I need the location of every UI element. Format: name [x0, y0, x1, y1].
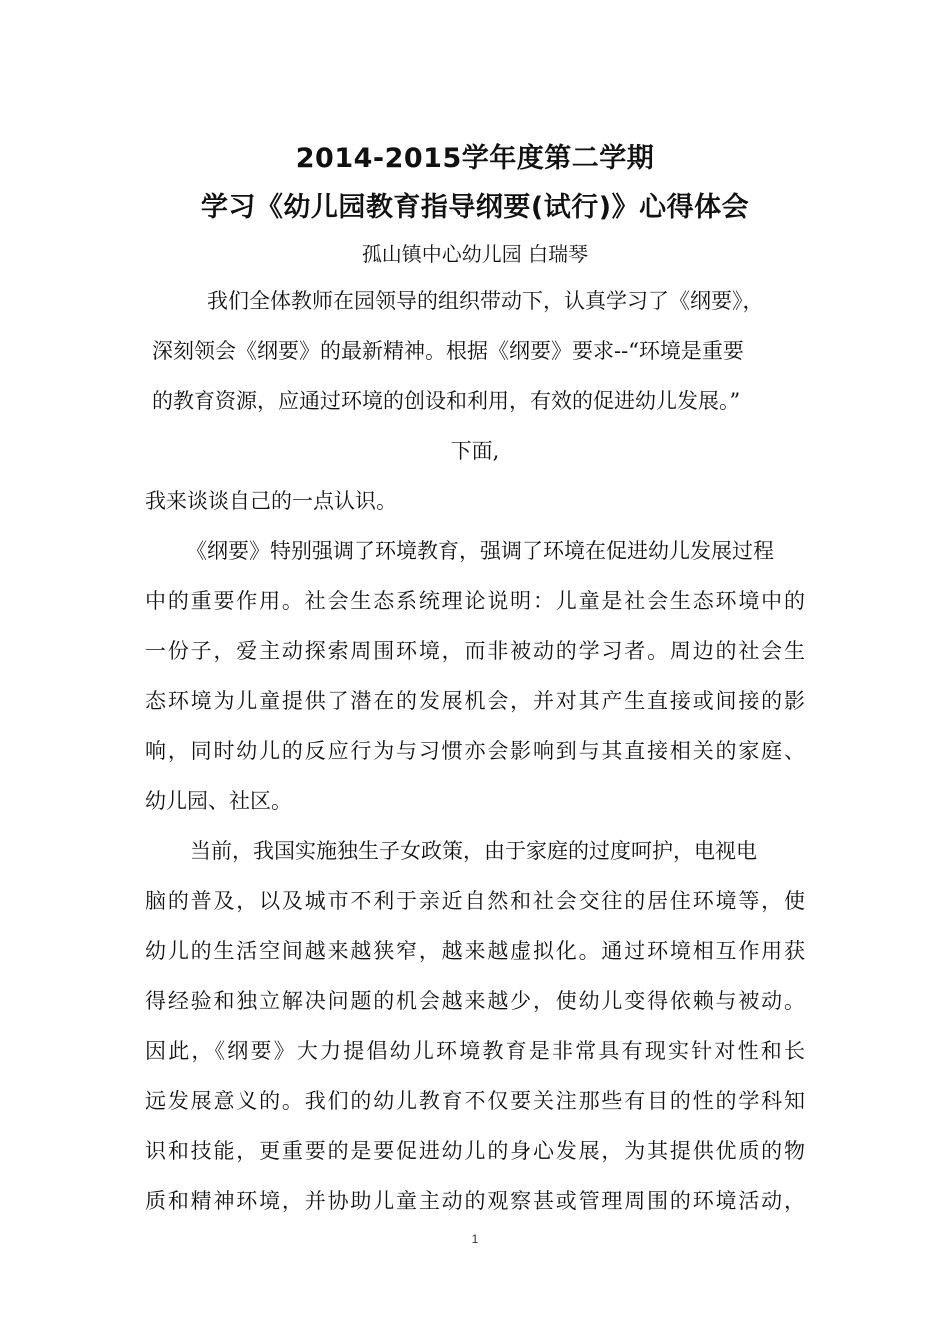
body-line: 深刻领会《纲要》的最新精神。根据《纲要》要求--“环境是重要 — [152, 339, 744, 363]
body-line: 当前，我国实施独生子女政策，由于家庭的过度呵护，电视电 — [190, 839, 757, 863]
body-line: 脑的普及，以及城市不利于亲近自然和社会交往的居住环境等，使 — [145, 889, 805, 913]
body-line: 识和技能，更重要的是要促进幼儿的身心发展，为其提供优质的物 — [145, 1139, 805, 1163]
body-line: 远发展意义的。我们的幼儿教育不仅要关注那些有目的性的学科知 — [145, 1089, 805, 1113]
body-line: 中的重要作用。社会生态系统理论说明：儿童是社会生态环境中的 — [145, 589, 805, 613]
body-line: 下面, — [450, 439, 500, 463]
body-line: 因此，《纲要》大力提倡幼儿环境教育是非常具有现实针对性和长 — [145, 1039, 805, 1063]
body-line: 《纲要》特别强调了环境教育，强调了环境在促进幼儿发展过程 — [186, 539, 774, 563]
body-line: 质和精神环境，并协助儿童主动的观察甚或管理周围的环境活动， — [145, 1189, 805, 1213]
document-title-line1: 2014-2015学年度第二学期 — [295, 143, 655, 174]
body-line: 一份子，爱主动探索周围环境，而非被动的学习者。周边的社会生 — [145, 639, 805, 663]
document-title-line2: 学习《幼儿园教育指导纲要(试行)》心得体会 — [200, 192, 750, 223]
body-line: 幼儿园、社区。 — [145, 789, 292, 813]
body-line: 态环境为儿童提供了潜在的发展机会，并对其产生直接或间接的影 — [145, 689, 805, 713]
author-line: 孤山镇中心幼儿园 白瑞琴 — [361, 242, 589, 266]
body-line: 我们全体教师在园领导的组织带动下，认真学习了《纲要》， — [186, 289, 764, 313]
page-number: 1 — [471, 1232, 479, 1246]
body-line: 的教育资源，应通过环境的创设和利用，有效的促进幼儿发展。” — [152, 389, 741, 413]
body-line: 幼儿的生活空间越来越狭窄，越来越虚拟化。通过环境相互作用获 — [145, 939, 805, 963]
body-line: 得经验和独立解决问题的机会越来越少，使幼儿变得依赖与被动。 — [145, 989, 805, 1013]
body-line: 响，同时幼儿的反应行为与习惯亦会影响到与其直接相关的家庭、 — [145, 739, 805, 763]
body-line: 我来谈谈自己的一点认识。 — [145, 489, 397, 513]
